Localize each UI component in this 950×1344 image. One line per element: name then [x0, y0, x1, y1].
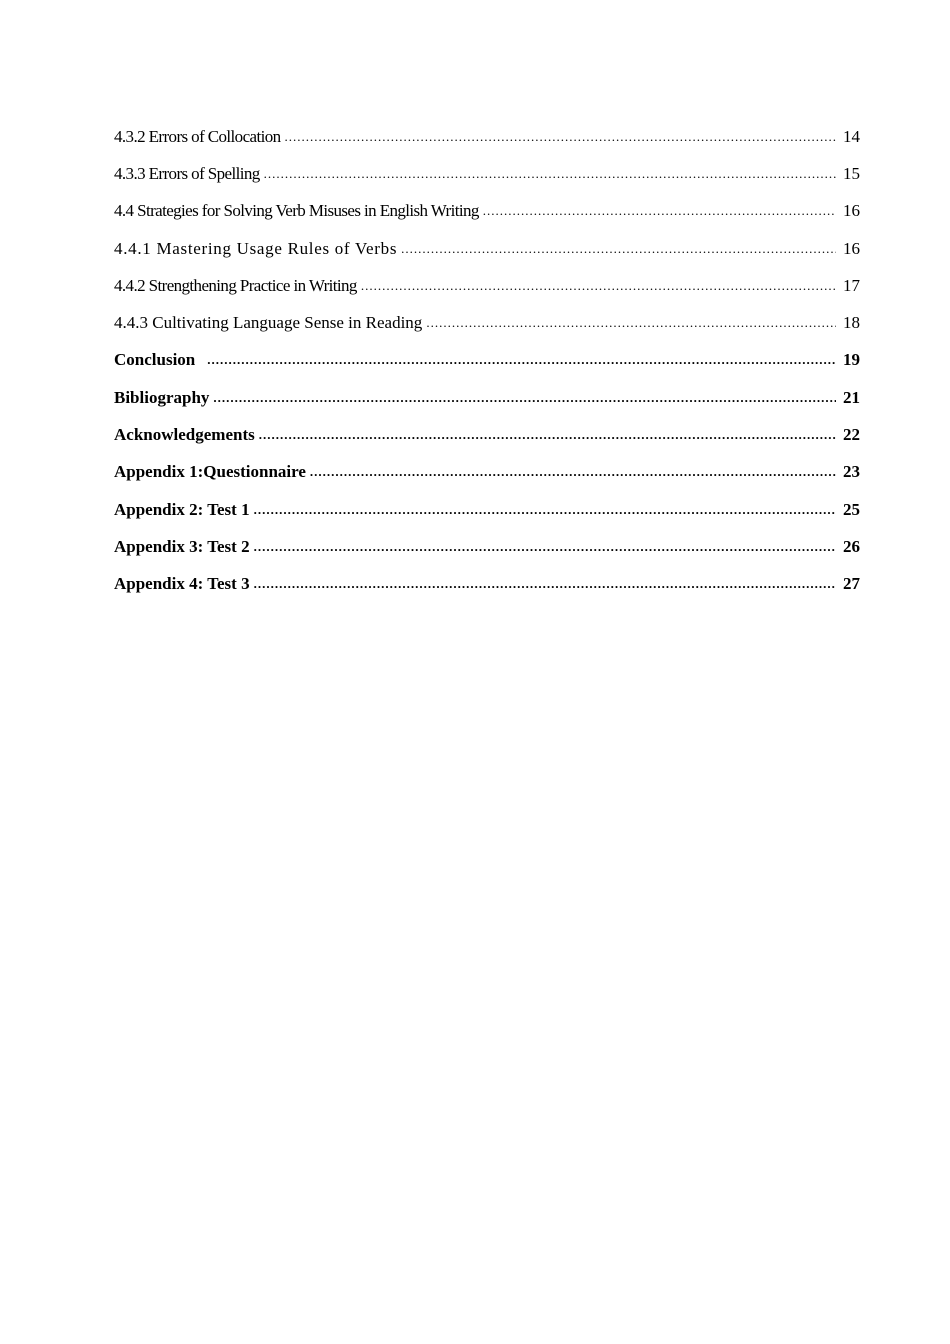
toc-entry-title: Conclusion: [114, 350, 207, 370]
toc-dot-leader: [254, 500, 836, 520]
toc-dot-leader: [207, 350, 836, 370]
toc-entry-page: 23: [836, 462, 860, 482]
toc-entry-page: 16: [836, 201, 860, 221]
toc-dot-leader: [310, 462, 836, 482]
toc-entry-page: 16: [836, 239, 860, 259]
toc-entry-title: 4.4 Strategies for Solving Verb Misuses in English Writing: [114, 201, 483, 221]
toc-entry[interactable]: [114, 304, 860, 341]
toc-entry-page: 22: [836, 425, 860, 445]
toc-entry[interactable]: [114, 267, 860, 304]
toc-dot-leader: [483, 201, 836, 221]
toc-dot-leader: [361, 276, 836, 296]
toc-entry-title: Appendix 1:Questionnaire: [114, 462, 310, 482]
toc-entry-title: Appendix 2: Test 1: [114, 500, 254, 520]
toc-entry-page: 15: [836, 164, 860, 184]
toc-entry-title: Acknowledgements: [114, 425, 259, 445]
toc-entry-page: 27: [836, 574, 860, 594]
toc-entry-title: 4.3.3 Errors of Spelling: [114, 164, 264, 184]
toc-entry[interactable]: [114, 379, 860, 416]
toc-entry-title: Appendix 3: Test 2: [114, 537, 254, 557]
toc-entry-title: 4.4.3 Cultivating Language Sense in Reading: [114, 313, 426, 333]
toc-entry[interactable]: [114, 566, 860, 603]
toc-entry[interactable]: [114, 230, 860, 267]
toc-entry[interactable]: [114, 491, 860, 528]
toc-entry-title: 4.4.1 Mastering Usage Rules of Verbs: [114, 239, 401, 259]
toc-dot-leader: [254, 574, 836, 594]
toc-entry[interactable]: [114, 416, 860, 453]
toc-entry[interactable]: [114, 528, 860, 565]
toc-dot-leader: [426, 313, 836, 333]
toc-entry[interactable]: [114, 193, 860, 230]
table-of-contents: [114, 118, 860, 603]
toc-entry-page: 26: [836, 537, 860, 557]
toc-dot-leader: [213, 388, 836, 408]
toc-entry-title: Appendix 4: Test 3: [114, 574, 254, 594]
toc-dot-leader: [264, 164, 836, 184]
toc-dot-leader: [254, 537, 836, 557]
toc-entry-page: 14: [836, 127, 860, 147]
toc-entry-page: 21: [836, 388, 860, 408]
toc-entry[interactable]: [114, 454, 860, 491]
toc-entry[interactable]: [114, 342, 860, 379]
toc-entry-page: 25: [836, 500, 860, 520]
toc-entry-page: 17: [836, 276, 860, 296]
toc-entry-page: 19: [836, 350, 860, 370]
toc-entry-title: 4.3.2 Errors of Collocation: [114, 127, 285, 147]
toc-entry[interactable]: [114, 155, 860, 192]
toc-entry-page: 18: [836, 313, 860, 333]
toc-entry-title: Bibliography: [114, 388, 213, 408]
toc-dot-leader: [401, 239, 836, 259]
toc-entry[interactable]: [114, 118, 860, 155]
toc-entry-title: 4.4.2 Strengthening Practice in Writing: [114, 276, 361, 296]
toc-dot-leader: [285, 127, 836, 147]
toc-dot-leader: [259, 425, 836, 445]
